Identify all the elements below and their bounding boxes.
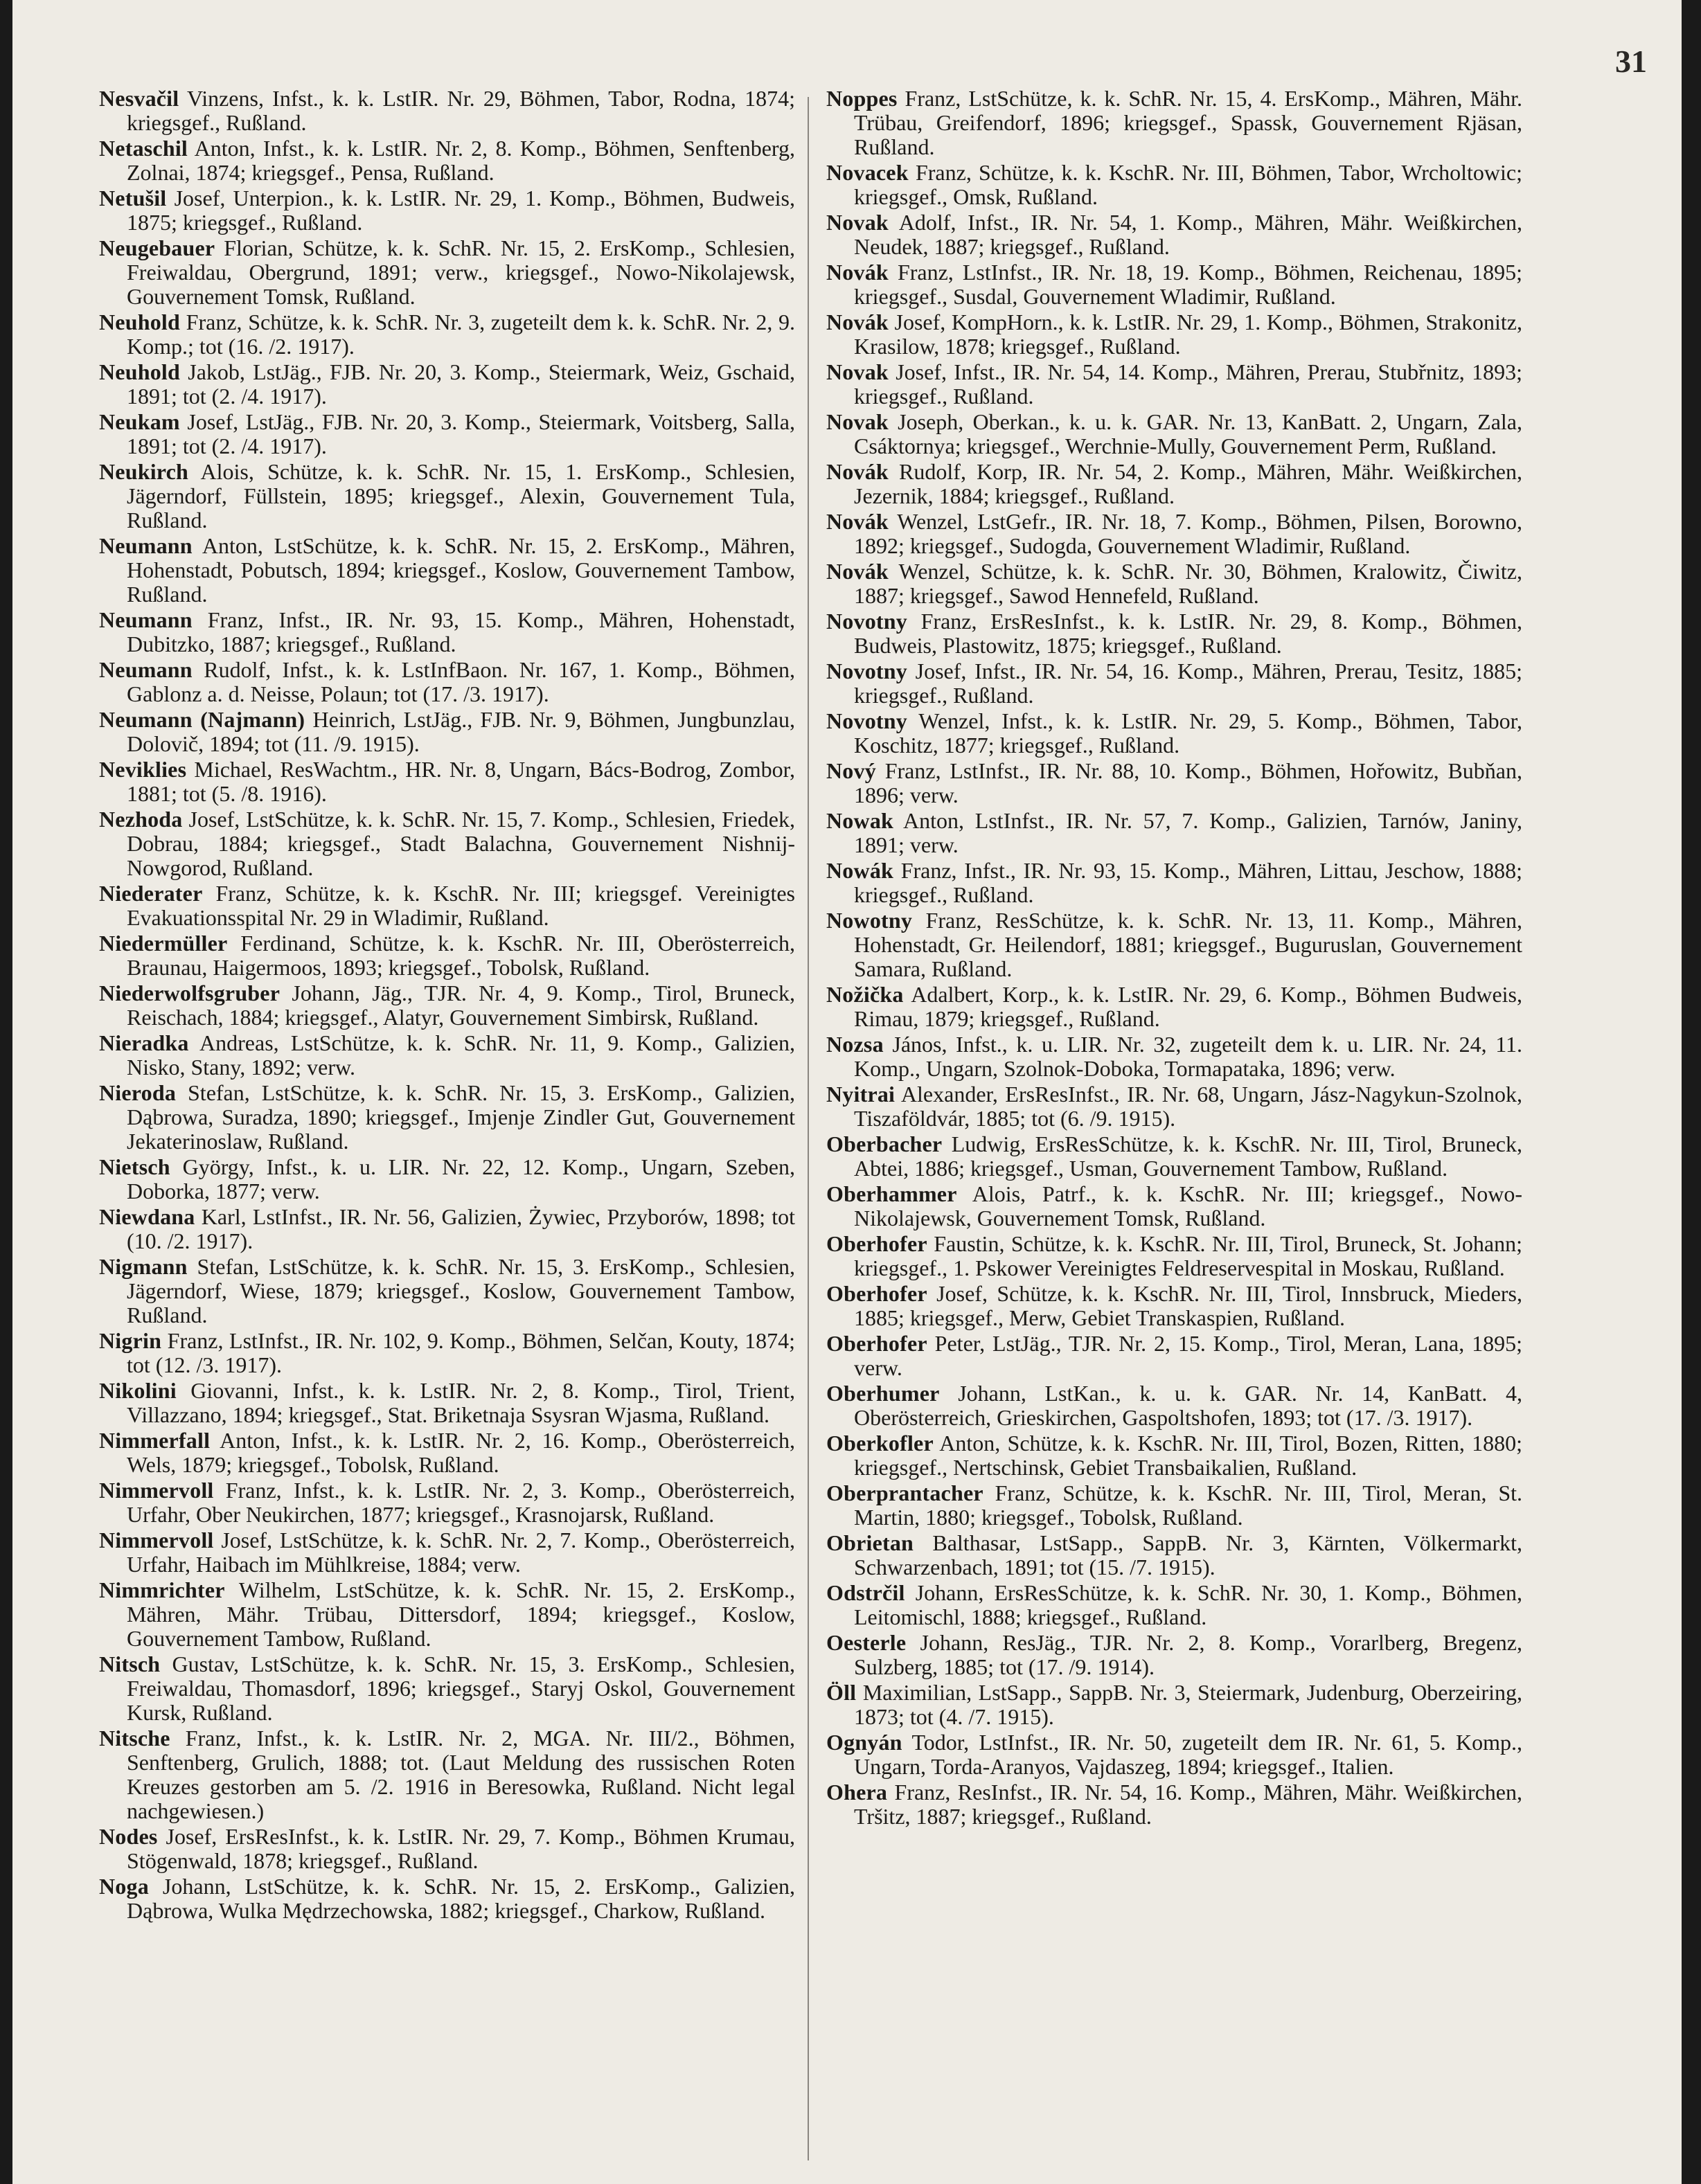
right-column (826, 87, 1522, 1830)
register-entry (826, 1531, 1522, 1579)
entry-surname: Oberhofer (826, 1281, 927, 1306)
entry-details: Josef, Schütze, k. k. KschR. Nr. III, Tirol, Innsbruck, Mieders, 1885; kriegsgef., Merw, Gebiet Transkaspien, Rußland. (854, 1281, 1523, 1330)
register-entry (99, 1528, 795, 1577)
entry-surname: Nieroda (99, 1080, 177, 1105)
register-entry (826, 310, 1522, 359)
entry-surname: Neumann (99, 607, 193, 632)
entry-details: Anton, LstInfst., IR. Nr. 57, 7. Komp., Galizien, Tarnów, Janiny, 1891; verw. (854, 808, 1523, 857)
entry-details: Johann, ErsResSchütze, k. k. SchR. Nr. 30, 1. Komp., Böhmen, Leitomischl, 1888; kriegsgef., Rußland. (854, 1580, 1523, 1629)
entry-details: Wenzel, LstGefr., IR. Nr. 18, 7. Komp., Böhmen, Pilsen, Borowno, 1892; kriegsgef., Sudogda, Gouvernement Wladimir, Rußland. (854, 509, 1523, 558)
register-entry (99, 1478, 795, 1527)
register-entry (99, 1031, 795, 1080)
entry-surname: Niederwolfsgruber (99, 981, 280, 1005)
register-entry (826, 709, 1522, 758)
entry-surname: Novák (826, 509, 889, 534)
entry-surname: Neukam (99, 409, 180, 434)
entry-details: Michael, ResWachtm., HR. Nr. 8, Ungarn, Bács-Bodrog, Zombor, 1881; tot (5. /8. 1916). (127, 757, 796, 806)
entry-details: Josef, LstJäg., FJB. Nr. 20, 3. Komp., Steiermark, Voitsberg, Salla, 1891; tot (2. /4. 1917). (127, 409, 796, 458)
entry-details: Franz, LstInfst., IR. Nr. 102, 9. Komp., Böhmen, Selčan, Kouty, 1874; tot (12. /3. 1917). (127, 1328, 796, 1377)
register-entry (826, 1332, 1522, 1380)
entry-surname: Nozsa (826, 1032, 884, 1057)
entry-details: Ferdinand, Schütze, k. k. KschR. Nr. III, Oberösterreich, Braunau, Haigermoos, 1893; kriegsgef., Tobolsk, Rußland. (127, 931, 796, 980)
register-entry (826, 609, 1522, 658)
entry-surname: Nieradka (99, 1030, 189, 1055)
entry-surname: Oberprantacher (826, 1480, 983, 1505)
register-entry (99, 1081, 795, 1154)
register-entry (99, 1379, 795, 1427)
entry-details: Franz, Schütze, k. k. KschR. Nr. III; kriegsgef. Vereinigtes Evakuationsspital Nr. 29 in Wladimir, Rußland. (127, 881, 796, 930)
register-entry (99, 1578, 795, 1651)
entry-details: Franz, ResInfst., IR. Nr. 54, 16. Komp., Mähren, Mähr. Weißkirchen, Tršitz, 1887; kriegsgef., Rußland. (854, 1780, 1522, 1829)
entry-surname: Nezhoda (99, 807, 183, 832)
register-entry (826, 1082, 1522, 1131)
entry-details: Peter, LstJäg., TJR. Nr. 2, 15. Komp., Tirol, Meran, Lana, 1895; verw. (854, 1331, 1523, 1380)
entry-details: Wenzel, Infst., k. k. LstIR. Nr. 29, 5. Komp., Böhmen, Tabor, Koschitz, 1877; kriegsgef., Rußland. (854, 708, 1523, 758)
entry-surname: Novák (826, 459, 889, 484)
entry-surname: Neviklies (99, 757, 187, 782)
entry-surname: Nimmrichter (99, 1577, 225, 1602)
entry-surname: Nimmervoll (99, 1478, 214, 1503)
entry-surname: Novacek (826, 160, 909, 185)
entry-surname: Nigmann (99, 1254, 188, 1279)
entry-surname: Nodes (99, 1824, 158, 1849)
entry-details: Johann, LstSchütze, k. k. SchR. Nr. 15, 2. ErsKomp., Galizien, Dąbrowa, Wulka Mędrzechowska, 1882; kriegsgef., Charkow, Rußland. (127, 1874, 795, 1923)
entry-details: Franz, Infst., IR. Nr. 93, 15. Komp., Mähren, Littau, Jeschow, 1888; kriegsgef., Rußland. (854, 858, 1523, 907)
entry-surname: Novak (826, 210, 889, 235)
register-entry (826, 460, 1522, 508)
entry-details: Adalbert, Korp., k. k. LstIR. Nr. 29, 6. Komp., Böhmen Budweis, Rimau, 1879; kriegsgef., Rußland. (854, 982, 1523, 1031)
entry-details: Alois, Schütze, k. k. SchR. Nr. 15, 1. ErsKomp., Schlesien, Jägerndorf, Füllstein, 1895; kriegsgef., Alexin, Gouvernement Tula, Rußland. (127, 459, 796, 532)
register-entry (99, 807, 795, 880)
register-entry (826, 510, 1522, 558)
register-entry (99, 708, 795, 756)
entry-surname: Novák (826, 559, 889, 584)
entry-details: Josef, LstSchütze, k. k. SchR. Nr. 15, 7. Komp., Schlesien, Friedek, Dobrau, 1884; kriegsgef., Stadt Balachna, Gouvernement Nishnij-Nowgorod, Rußland. (127, 807, 796, 880)
register-entry (826, 211, 1522, 259)
entry-details: Franz, Infst., k. k. LstIR. Nr. 2, 3. Komp., Oberösterreich, Urfahr, Ober Neukirchen, 1877; kriegsgef., Krasnojarsk, Rußland. (127, 1478, 795, 1527)
register-entry (99, 931, 795, 980)
register-entry (826, 87, 1522, 159)
entry-details: Anton, LstSchütze, k. k. SchR. Nr. 15, 2. ErsKomp., Mähren, Hohenstadt, Pobutsch, 1894; kriegsgef., Koslow, Gouvernement Tambow, Rußland. (127, 533, 796, 607)
entry-surname: Nikolini (99, 1378, 177, 1403)
register-entry (99, 310, 795, 359)
entry-surname: Nitsche (99, 1726, 170, 1751)
entry-details: Stefan, LstSchütze, k. k. SchR. Nr. 15, 3. ErsKomp., Schlesien, Jägerndorf, Wiese, 1879; kriegsgef., Koslow, Gouvernement Tambow, Rußland. (127, 1254, 796, 1327)
entry-details: Josef, KompHorn., k. k. LstIR. Nr. 29, 1. Komp., Böhmen, Strakonitz, Krasilow, 1878; kriegsgef., Rußland. (854, 310, 1522, 359)
entry-details: János, Infst., k. u. LIR. Nr. 32, zugeteilt dem k. u. LIR. Nr. 24, 11. Komp., Ungarn, Szolnok-Doboka, Tormapataka, 1896; verw. (854, 1032, 1523, 1081)
register-entry (826, 1032, 1522, 1081)
register-entry (99, 534, 795, 607)
register-entry (99, 1255, 795, 1327)
entry-surname: Novotny (826, 609, 907, 634)
register-entry (99, 1329, 795, 1377)
entry-surname: Ognyán (826, 1730, 902, 1755)
entry-surname: Niederater (99, 881, 203, 906)
entry-surname: Neumann (99, 657, 193, 682)
entry-surname: Neukirch (99, 459, 189, 484)
entry-details: Alois, Patrf., k. k. KschR. Nr. III; kriegsgef., Nowo-Nikolajewsk, Gouvernement Tomsk, Rußland. (854, 1181, 1523, 1230)
entry-surname: Noga (99, 1874, 149, 1899)
entry-surname: Nowák (826, 858, 894, 883)
entry-surname: Nesvačil (99, 86, 179, 111)
entry-surname: Nitsch (99, 1652, 161, 1676)
register-entry (826, 1381, 1522, 1430)
entry-surname: Netaschil (99, 136, 188, 161)
entry-surname: Novotny (826, 708, 907, 733)
entry-details: György, Infst., k. u. LIR. Nr. 22, 12. Komp., Ungarn, Szeben, Doborka, 1877; verw. (127, 1154, 796, 1203)
register-entry (826, 1182, 1522, 1230)
register-entry (826, 1232, 1522, 1280)
register-entry (826, 1282, 1522, 1330)
register-entry (99, 1205, 795, 1253)
entry-details: Giovanni, Infst., k. k. LstIR. Nr. 2, 8. Komp., Tirol, Trient, Villazzano, 1894; kriegsgef., Stat. Briketnaja Ssysran Wjasma, Rußland. (127, 1378, 796, 1427)
entry-surname: Neuhold (99, 359, 180, 384)
register-entry (99, 460, 795, 532)
register-entry (826, 360, 1522, 409)
entry-details: Maximilian, LstSapp., SappB. Nr. 3, Steiermark, Judenburg, Oberzeiring, 1873; tot (4. /7. 1915). (854, 1680, 1523, 1729)
entry-details: Faustin, Schütze, k. k. KschR. Nr. III, Tirol, Bruneck, St. Johann; kriegsgef., 1. Pskower Vereinigtes Feldreservespital in Moskau, Rußland. (854, 1231, 1523, 1280)
register-entry (826, 410, 1522, 458)
entry-details: Johann, Jäg., TJR. Nr. 4, 9. Komp., Tirol, Bruneck, Reischach, 1884; kriegsgef., Alatyr, Gouvernement Simbirsk, Rußland. (127, 981, 795, 1030)
entry-details: Johann, LstKan., k. u. k. GAR. Nr. 14, KanBatt. 4, Oberösterreich, Grieskirchen, Gaspoltshofen, 1893; tot (17. /3. 1917). (854, 1381, 1523, 1430)
entry-details: Rudolf, Korp, IR. Nr. 54, 2. Komp., Mähren, Mähr. Weißkirchen, Jezernik, 1884; kriegsgef., Rußland. (854, 459, 1523, 508)
register-entry (826, 1581, 1522, 1629)
entry-surname: Nyitrai (826, 1082, 896, 1107)
register-entry (826, 1730, 1522, 1779)
register-entry (99, 1825, 795, 1873)
entry-details: Todor, LstInfst., IR. Nr. 50, zugeteilt dem IR. Nr. 61, 5. Komp., Ungarn, Torda-Aranyos, Vajdaszeg, 1894; kriegsgef., Italien. (854, 1730, 1523, 1779)
entry-surname: Nimmerfall (99, 1428, 211, 1453)
entry-surname: Niedermüller (99, 931, 228, 956)
entry-details: Heinrich, LstJäg., FJB. Nr. 9, Böhmen, Jungbunzlau, Dolovič, 1894; tot (11. /9. 1915). (127, 707, 795, 756)
entry-details: Gustav, LstSchütze, k. k. SchR. Nr. 15, 3. ErsKomp., Schlesien, Freiwaldau, Thomasdorf, 1896; kriegsgef., Staryj Oskol, Gouvernement Kursk, Rußland. (127, 1652, 796, 1725)
register-entry (826, 161, 1522, 209)
entry-surname: Novák (826, 260, 889, 285)
entry-surname: Nigrin (99, 1328, 162, 1353)
register-entry (99, 881, 795, 930)
register-entry (99, 758, 795, 806)
entry-surname: Oesterle (826, 1630, 907, 1655)
entry-surname: Obrietan (826, 1530, 914, 1555)
register-entry (99, 981, 795, 1030)
entry-details: Jakob, LstJäg., FJB. Nr. 20, 3. Komp., Steiermark, Weiz, Gschaid, 1891; tot (2. /4. 1917). (127, 359, 796, 409)
register-entry (826, 1681, 1522, 1729)
register-entry (826, 1431, 1522, 1480)
register-entry (99, 658, 795, 706)
register-entry (826, 260, 1522, 309)
entry-details: Stefan, LstSchütze, k. k. SchR. Nr. 15, 3. ErsKomp., Galizien, Dąbrowa, Suradza, 1890; kriegsgef., Imjenje Zindler Gut, Gouvernement Jekaterinoslaw, Rußland. (127, 1080, 796, 1154)
entry-surname: Ohera (826, 1780, 888, 1805)
register-entry (826, 983, 1522, 1031)
entry-details: Alexander, ErsResInfst., IR. Nr. 68, Ungarn, Jász-Nagykun-Szolnok, Tiszaföldvár, 1885; tot (6. /9. 1915). (854, 1082, 1523, 1131)
entry-surname: Oberhofer (826, 1231, 927, 1256)
register-entry (826, 560, 1522, 608)
entry-details: Franz, LstSchütze, k. k. SchR. Nr. 15, 4. ErsKomp., Mähren, Mähr. Trübau, Greifendorf, 1896; kriegsgef., Spassk, Gouvernement Rjäsan, Rußland. (854, 86, 1523, 159)
entry-details: Josef, Infst., IR. Nr. 54, 14. Komp., Mähren, Prerau, Stubřnitz, 1893; kriegsgef., Rußland. (854, 359, 1523, 409)
entry-details: Anton, Schütze, k. k. KschR. Nr. III, Tirol, Bozen, Ritten, 1880; kriegsgef., Nertschinsk, Gebiet Transbaikalien, Rußland. (854, 1431, 1522, 1480)
entry-surname: Nožička (826, 982, 904, 1007)
entry-surname: Noppes (826, 86, 898, 111)
register-entry (826, 1780, 1522, 1829)
entry-surname: Neuhold (99, 310, 180, 334)
entry-details: Ludwig, ErsResSchütze, k. k. KschR. Nr. III, Tirol, Bruneck, Abtei, 1886; kriegsgef., Usman, Gouvernement Tambow, Rußland. (854, 1131, 1523, 1181)
entry-surname: Neugebauer (99, 235, 215, 260)
entry-surname: Novak (826, 359, 889, 384)
page-number: 31 (1615, 44, 1647, 79)
entry-surname: Oberkofler (826, 1431, 934, 1456)
entry-surname: Oberhammer (826, 1181, 957, 1206)
entry-surname: Oberbacher (826, 1131, 943, 1156)
entry-surname: Novák (826, 310, 889, 334)
register-entry (99, 1155, 795, 1203)
entry-details: Franz, Infst., IR. Nr. 93, 15. Komp., Mähren, Hohenstadt, Dubitzko, 1887; kriegsgef., Rußland. (127, 607, 796, 656)
entry-details: Anton, Infst., k. k. LstIR. Nr. 2, 8. Komp., Böhmen, Senftenberg, Zolnai, 1874; kriegsgef., Pensa, Rußland. (127, 136, 796, 185)
entry-details: Franz, ErsResInfst., k. k. LstIR. Nr. 29, 8. Komp., Böhmen, Budweis, Plastowitz, 1875; kriegsgef., Rußland. (854, 609, 1523, 658)
entry-details: Josef, Infst., IR. Nr. 54, 16. Komp., Mähren, Prerau, Tesitz, 1885; kriegsgef., Rußland. (854, 659, 1523, 708)
entry-surname: Niewdana (99, 1204, 195, 1229)
register-entry (826, 1132, 1522, 1181)
entry-surname: Nietsch (99, 1154, 170, 1179)
entry-details: Franz, Schütze, k. k. KschR. Nr. III, Tirol, Meran, St. Martin, 1880; kriegsgef., Tobolsk, Rußland. (854, 1480, 1523, 1530)
entry-details: Wilhelm, LstSchütze, k. k. SchR. Nr. 15, 2. ErsKomp., Mähren, Mähr. Trübau, Dittersdorf, 1894; kriegsgef., Koslow, Gouvernement Tambow, Rußland. (127, 1577, 795, 1651)
entry-surname: Odstrčil (826, 1580, 905, 1605)
column-divider (808, 97, 809, 2160)
register-entry (826, 759, 1522, 807)
entry-details: Adolf, Infst., IR. Nr. 54, 1. Komp., Mähren, Mähr. Weißkirchen, Neudek, 1887; kriegsgef., Rußland. (854, 210, 1523, 259)
document-page (12, 0, 1682, 2184)
entry-surname: Netušil (99, 186, 167, 211)
entry-details: Wenzel, Schütze, k. k. SchR. Nr. 30, Böhmen, Kralowitz, Čiwitz, 1887; kriegsgef., Sawod Hennefeld, Rußland. (854, 559, 1523, 608)
entry-details: Anton, Infst., k. k. LstIR. Nr. 2, 16. Komp., Oberösterreich, Wels, 1879; kriegsgef., Tobolsk, Rußland. (127, 1428, 796, 1477)
entry-surname: Novak (826, 409, 889, 434)
register-entry (99, 186, 795, 235)
register-entry (99, 236, 795, 309)
entry-surname: Nimmervoll (99, 1528, 214, 1552)
register-entry (826, 908, 1522, 981)
register-entry (826, 809, 1522, 857)
entry-surname: Neumann (99, 533, 193, 558)
register-entry (99, 608, 795, 656)
entry-surname: Oberhofer (826, 1331, 927, 1356)
entry-details: Josef, ErsResInfst., k. k. LstIR. Nr. 29, 7. Komp., Böhmen Krumau, Stögenwald, 1878; kriegsgef., Rußland. (127, 1824, 796, 1873)
entry-details: Franz, Schütze, k. k. KschR. Nr. III, Böhmen, Tabor, Wrcholtowic; kriegsgef., Omsk, Rußland. (854, 160, 1523, 209)
register-entry (99, 1726, 795, 1823)
entry-surname: Öll (826, 1680, 857, 1705)
entry-details: Vinzens, Infst., k. k. LstIR. Nr. 29, Böhmen, Tabor, Rodna, 1874; kriegsgef., Rußland. (127, 86, 796, 135)
register-entry (99, 136, 795, 185)
register-entry (99, 1874, 795, 1923)
entry-details: Franz, Infst., k. k. LstIR. Nr. 2, MGA. Nr. III/2., Böhmen, Senftenberg, Grulich, 1888; tot. (Laut Meldung des russischen Roten Kreuzes gestorben am 5. /2. 1916 in Beresowka, Rußland. Nicht legal nachgewiesen.) (127, 1726, 796, 1823)
register-entry (826, 859, 1522, 907)
entry-details: Josef, Unterpion., k. k. LstIR. Nr. 29, 1. Komp., Böhmen, Budweis, 1875; kriegsgef., Rußland. (127, 186, 796, 235)
entry-details: Franz, ResSchütze, k. k. SchR. Nr. 13, 11. Komp., Mähren, Hohenstadt, Gr. Heilendorf, 1881; kriegsgef., Buguruslan, Gouvernement Samara, Rußland. (854, 908, 1523, 981)
register-entry (826, 1481, 1522, 1530)
register-entry (826, 1631, 1522, 1679)
register-entry (99, 1652, 795, 1725)
entry-details: Joseph, Oberkan., k. u. k. GAR. Nr. 13, KanBatt. 2, Ungarn, Zala, Csáktornya; kriegsgef., Werchnie-Mully, Gouvernement Perm, Rußland. (854, 409, 1523, 458)
register-entry (826, 659, 1522, 708)
entry-details: Balthasar, LstSapp., SappB. Nr. 3, Kärnten, Völkermarkt, Schwarzenbach, 1891; tot (15. /7. 1915). (854, 1530, 1523, 1579)
entry-surname: Nowak (826, 808, 894, 833)
entry-details: Karl, LstInfst., IR. Nr. 56, Galizien, Żywiec, Przyborów, 1898; tot (10. /2. 1917). (127, 1204, 796, 1253)
left-column (99, 87, 795, 1924)
register-entry (99, 410, 795, 458)
entry-surname: Neumann (Najmann) (99, 707, 305, 732)
entry-details: Josef, LstSchütze, k. k. SchR. Nr. 2, 7. Komp., Oberösterreich, Urfahr, Haibach im Mühlkreise, 1884; verw. (127, 1528, 796, 1577)
register-entry (99, 360, 795, 409)
entry-surname: Nový (826, 758, 876, 783)
entry-surname: Novotny (826, 659, 907, 683)
entry-surname: Oberhumer (826, 1381, 940, 1406)
entry-details: Franz, Schütze, k. k. SchR. Nr. 3, zugeteilt dem k. k. SchR. Nr. 2, 9. Komp.; tot (16. /2. 1917). (127, 310, 796, 359)
entry-details: Franz, LstInfst., IR. Nr. 18, 19. Komp., Böhmen, Reichenau, 1895; kriegsgef., Susdal, Gouvernement Wladimir, Rußland. (854, 260, 1522, 309)
entry-details: Johann, ResJäg., TJR. Nr. 2, 8. Komp., Vorarlberg, Bregenz, Sulzberg, 1885; tot (17. /9. 1914). (854, 1630, 1523, 1679)
entry-details: Florian, Schütze, k. k. SchR. Nr. 15, 2. ErsKomp., Schlesien, Freiwaldau, Obergrund, 1891; verw., kriegsgef., Nowo-Nikolajewsk, Gouvernement Tomsk, Rußland. (127, 235, 796, 309)
register-entry (99, 1429, 795, 1477)
register-entry (99, 87, 795, 135)
entry-details: Franz, LstInfst., IR. Nr. 88, 10. Komp., Böhmen, Hořowitz, Bubňan, 1896; verw. (854, 758, 1523, 807)
entry-details: Andreas, LstSchütze, k. k. SchR. Nr. 11, 9. Komp., Galizien, Nisko, Stany, 1892; verw. (127, 1030, 796, 1080)
entry-surname: Nowotny (826, 908, 913, 933)
entry-details: Rudolf, Infst., k. k. LstInfBaon. Nr. 167, 1. Komp., Böhmen, Gablonz a. d. Neisse, Polaun; tot (17. /3. 1917). (127, 657, 796, 706)
